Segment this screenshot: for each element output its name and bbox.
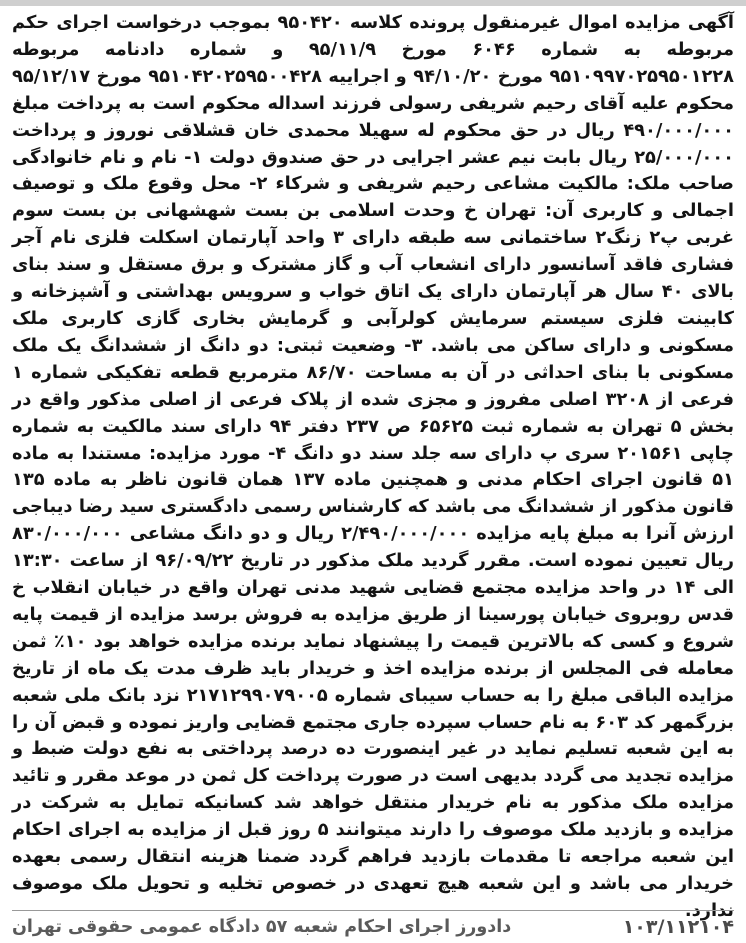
notice-body: آگهی مزایده اموال غیرمنقول پرونده کلاسه ۹۵۰۴۲۰ بموجب درخواست اجرای حکم مربوطه به شماره ۶۰۴۶ مورخ ۹۵/۱۱/۹ و شماره دادنامه مربوطه ۹۵۱۰۹۹۷۰۲۵۹۵۰۱۲۲۸ مورخ ۹۴/۱۰/۲۰ و اجراییه ۹۵۱۰۴۲۰۲۵۹۵۰۰۴۲۸ مورخ ۹۵/۱۲/۱۷ محکوم علیه آقای رحیم شریفی رسولی فرزند اسداله محکوم است به پرداخت مبلغ ۴۹۰/۰۰۰/۰۰۰ ریال در حق محکوم له سهیلا محمدی خان قشلاقی نوروز و پرداخت ۲۵/۰۰۰/۰۰۰ ریال بابت نیم عشر اجرایی در حق صندوق دولت ۱- نام و نام خانوادگی صاحب ملک: مالکیت مشاعی رحیم شریفی و شرکاء ۲- محل وقوع ملک و توصیف اجمالی و کاربری آن: تهران خ وحدت اسلامی بن بست شهشهانی بن بست سوم غربی پ۲ زنگ۲ ساختمانی سه طبقه دارای ۳ واحد آپارتمان اسکلت فلزی نام آجر فشاری فاقد آسانسور دارای انشعاب آب و گاز مشترک و برق مستقل و سند بنای بالای ۴۰ سال هر آپارتمان دارای یک اتاق خواب و سرویس بهداشتی و آشپزخانه و کابینت فلزی سیستم سرمایش کولرآبی و گرمایش بخاری گازی کاربری ملک مسکونی و دارای ساکن می باشد. ۳- وضعیت ثبتی: دو دانگ از ششدانگ یک ملک مسکونی با بنای احداثی در آن به مساحت ۸۶/۷۰ مترمربع قطعه تفکیکی شماره ۱ فرعی از ۳۲۰۸ اصلی مفروز و مجزی شده از پلاک فرعی از اصلی مذکور واقع در بخش ۵ تهران به شماره ثبت ۶۵۶۲۵ ص ۲۳۷ دفتر ۹۴ دارای سند مالکیت به شماره چاپی ۲۰۱۵۶۱ سری پ دارای سه جلد سند دو دانگ ۴- مورد مزایده: مستندا به ماده ۵۱ قانون اجرای احکام مدنی و همچنین ماده ۱۳۷ همان قانون ناظر به ماده ۱۳۵ قانون مذکور از ششدانگ می باشد که کارشناس رسمی دادگستری سید رضا دیباجی ارزش آنرا به مبلغ پایه مزایده ۲/۴۹۰/۰۰۰/۰۰۰ ریال و دو دانگ مشاعی ۸۳۰/۰۰۰/۰۰۰ ریال تعیین نموده است. مقرر گردید ملک مذکور در تاریخ ۹۶/۰۹/۲۲ از ساعت ۱۳:۳۰ الی ۱۴ در واحد مزایده مجتمع قضایی شهید مدنی تهران واقع در خیابان انقلاب خ قدس روبروی خیابان پورسینا از طریق مزایده به فروش برسد مزایده از قیمت پایه شروع و کسی که بالاترین قیمت را پیشنهاد نماید برنده مزایده خواهد بود ۱۰٪ ثمن معامله فی المجلس از برنده مزایده اخذ و خریدار باید ظرف مدت یک ماه از تاریخ مزایده الباقی مبلغ را به حساب سیبای شماره ۲۱۷۱۲۹۹۰۷۹۰۰۵ نزد بانک ملی شعبه بزرگمهر کد ۶۰۳ به نام حساب سپرده جاری مجتمع قضایی واریز نموده و قبض آن را به این شعبه تسلیم نماید در غیر اینصورت ده درصد پرداختی به نفع دولت ضبط و مزایده تجدید می گردد بدیهی است در صورت پرداخت کل ثمن در موعد مقرر و تائید مزایده ملک مذکور به نام خریدار منتقل خواهد شد کسانیکه تمایل به شرکت در مزایده و بازدید ملک موصوف را دارند میتوانند ۵ روز قبل از مزایده به اجرای احکام این شعبه مراجعه تا مقدمات بازدید فراهم گردد ضمنا هزینه انتقال رسمی بعهده خریدار می باشد و این شعبه هیچ تعهدی در خصوص تخلیه و تحویل ملک موصوف ندارد. — [12, 12, 735, 921]
issuer-signature: دادورز اجرای احکام شعبه ۵۷ دادگاه عمومی حقوقی تهران — [12, 917, 512, 937]
top-border — [0, 0, 746, 6]
notice-footer — [12, 910, 734, 943]
notice-code: ۱۰۳/۱۱۲۱۰۴ — [622, 916, 734, 938]
